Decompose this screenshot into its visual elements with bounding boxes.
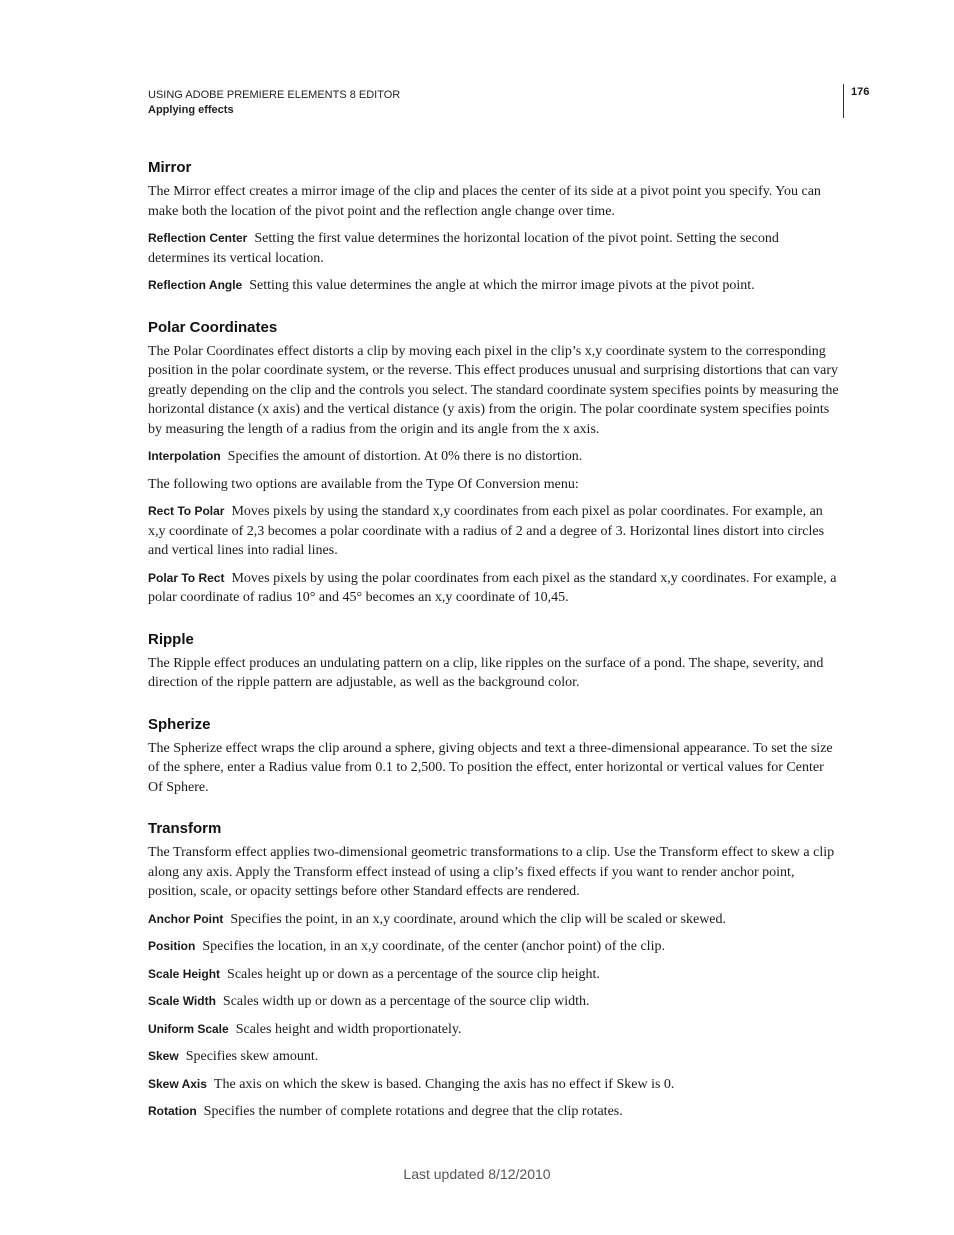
param-desc: The axis on which the skew is based. Changing the axis has no effect if Skew is 0. <box>213 1076 675 1092</box>
chapter-title: Applying effects <box>148 104 234 116</box>
param-term: Scale Width <box>148 994 216 1008</box>
param-term: Polar To Rect <box>148 570 225 585</box>
section-heading: Polar Coordinates <box>148 318 278 336</box>
param-item <box>148 447 840 467</box>
section-intro: The Mirror effect creates a mirror image of the clip and places the center of its side at a pivot point you specify. You can make both the location of the pivot point and the reflection angle change over time. <box>148 184 821 219</box>
param-term: Interpolation <box>148 449 221 463</box>
param-term: Skew <box>148 1049 179 1063</box>
section-ripple <box>148 630 840 693</box>
param-item <box>148 965 840 985</box>
section-intro: The Ripple effect produces an undulating pattern on a clip, like ripples on the surface of a pond. The shape, severity, and direction of the ripple pattern are adjustable, as well as the background color. <box>148 655 824 690</box>
last-updated: Last updated 8/12/2010 <box>403 1166 551 1182</box>
page-number-box <box>843 84 869 118</box>
param-term: Rect To Polar <box>148 504 225 518</box>
section-polar-coordinates <box>148 318 840 608</box>
param-item <box>148 276 840 296</box>
page-number: 176 <box>851 86 870 98</box>
param-item <box>148 937 840 957</box>
section-spherize <box>148 715 840 798</box>
param-desc: Setting this value determines the angle at which the mirror image pivots at the pivot point. <box>249 278 755 293</box>
param-desc: Moves pixels by using the standard x,y coordinates from each pixel as polar coordinates. For example, an x,y coordinate of 2,3 becomes a polar coordinate with a radius of 2 and a degree of 3. Horizontal lines distort into circles and vertical lines into radial lines. <box>148 504 825 558</box>
param-item <box>148 1047 840 1067</box>
param-term: Position <box>148 939 196 953</box>
param-term: Reflection Angle <box>148 278 243 292</box>
param-term: Reflection Center <box>148 231 248 245</box>
param-item <box>148 1102 840 1122</box>
param-item <box>148 502 840 561</box>
param-item <box>148 569 840 608</box>
param-desc: Specifies the number of complete rotations and degree that the clip rotates. <box>203 1104 623 1119</box>
param-desc: Specifies the point, in an x,y coordinate, around which the clip will be scaled or skewed. <box>230 911 727 927</box>
options-note: The following two options are available from the Type Of Conversion menu: <box>148 476 579 492</box>
section-intro: The Polar Coordinates effect distorts a clip by moving each pixel in the clip’s x,y coordinate system to the corresponding position in the polar coordinate system, or the reverse. This effect produces unusual and surprising distortions that can vary greatly depending on the clip and the controls you select. The standard coordinate system specifies points by measuring the horizontal distance (x axis) and the vertical distance (y axis) from the origin. The polar coordinate system specifies points by measuring the length of a radius from the origin and its angle from the x axis. <box>148 343 839 437</box>
param-desc: Scales width up or down as a percentage of the source clip width. <box>222 994 590 1009</box>
param-item <box>148 910 840 930</box>
param-desc: Scales height up or down as a percentage of the source clip height. <box>227 966 600 982</box>
param-desc: Specifies skew amount. <box>185 1049 319 1064</box>
section-heading: Spherize <box>148 715 211 733</box>
param-desc: Scales height and width proportionately. <box>235 1021 462 1037</box>
section-heading: Ripple <box>148 630 194 648</box>
param-item <box>148 1020 840 1040</box>
section-mirror <box>148 158 840 296</box>
main-content <box>148 158 840 1144</box>
section-intro: The Transform effect applies two-dimensional geometric transformations to a clip. Use the Transform effect to skew a clip along any axis. Apply the Transform effect instead of using a clip’s fixed effects if you want to render anchor point, position, scale, or opacity settings before other Standard effects are rendered. <box>148 845 835 899</box>
param-item <box>148 1075 840 1095</box>
param-desc: Setting the first value determines the horizontal location of the pivot point. Setting the second determines its vertical location. <box>148 231 779 266</box>
param-desc: Specifies the amount of distortion. At 0% there is no distortion. <box>227 449 583 464</box>
param-term: Scale Height <box>148 966 221 981</box>
section-heading: Transform <box>148 820 222 837</box>
section-intro: The Spherize effect wraps the clip around a sphere, giving objects and text a three-dimensional appearance. To set the size of the sphere, enter a Radius value from 0.1 to 2,500. To position the effect, enter horizontal or vertical values for Center Of Sphere. <box>148 740 833 795</box>
section-transform <box>148 819 840 1122</box>
running-header <box>148 88 400 118</box>
param-term: Skew Axis <box>148 1076 207 1091</box>
param-item <box>148 992 840 1012</box>
section-heading: Mirror <box>148 159 192 176</box>
param-item <box>148 229 840 268</box>
book-title: USING ADOBE PREMIERE ELEMENTS 8 EDITOR <box>148 89 401 101</box>
param-term: Rotation <box>148 1104 197 1118</box>
param-term: Uniform Scale <box>148 1021 229 1036</box>
param-desc: Moves pixels by using the polar coordinates from each pixel as the standard x,y coordinates. For example, a polar coordinate of radius 10° and 45° becomes an x,y coordinate of 10,45. <box>148 570 837 605</box>
param-desc: Specifies the location, in an x,y coordinate, of the center (anchor point) of the clip. <box>202 939 665 954</box>
param-term: Anchor Point <box>148 911 224 926</box>
